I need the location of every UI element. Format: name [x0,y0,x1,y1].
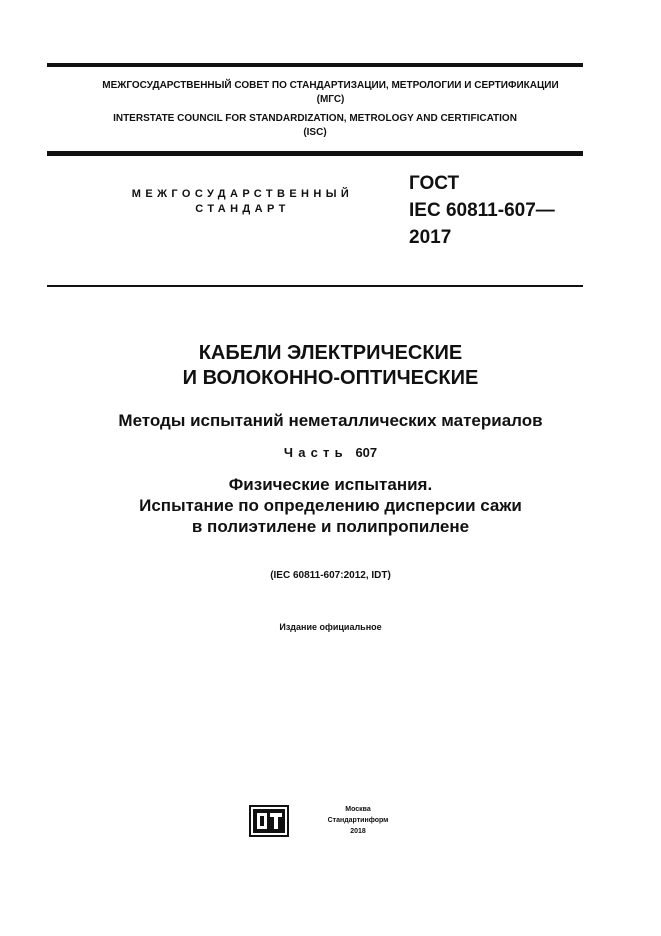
idt-reference: (IEC 60811-607:2012, IDT) [270,570,391,581]
part-title-line2: Испытание по определению дисперсии сажи [139,496,522,515]
council-name-ru [47,79,614,107]
gost-year: 2017 [409,227,452,248]
header-rule [47,151,583,156]
main-title-line2: И ВОЛОКОННО-ОПТИЧЕСКИЕ [182,367,479,389]
council-name-en-line1: INTERSTATE COUNCIL FOR STANDARDIZATION, METROLOGY AND CERTIFICATION [113,113,517,124]
part-label: Часть [283,445,348,460]
council-abbrev-ru: (МГС) [316,94,345,105]
main-title-line1: КАБЕЛИ ЭЛЕКТРИЧЕСКИЕ [198,342,463,364]
subtitle: Методы испытаний неметаллических материалов [118,411,543,430]
gost-number: IEC 60811-607— [409,200,555,221]
gost-label: ГОСТ [409,173,460,194]
part-heading [47,444,614,462]
main-title [47,341,614,391]
publisher-name: Стандартинформ [327,817,389,824]
publisher-city: Москва [345,806,371,813]
publisher-block [298,804,418,837]
council-name-ru-line1: МЕЖГОСУДАРСТВЕННЫЙ СОВЕТ ПО СТАНДАРТИЗАЦИИ, МЕТРОЛОГИИ И СЕРТИФИКАЦИИ [102,80,559,91]
part-title-line1: Физические испытания. [228,475,433,494]
council-name-en [47,112,583,140]
standard-type-line2: СТАНДАРТ [195,203,290,215]
standard-type-line1: МЕЖГОСУДАРСТВЕННЫЙ [131,188,354,200]
standartinform-logo-icon [249,805,289,837]
part-number: 607 [355,445,378,460]
part-title-line3: в полиэтилене и полипропилене [191,517,470,536]
edition-label: Издание официальное [279,622,382,632]
council-abbrev-en: (ISC) [303,127,327,138]
designation-rule [47,285,583,287]
standard-type [100,187,385,217]
publisher-year: 2018 [350,828,366,835]
top-rule [47,63,583,67]
part-title [47,474,614,537]
gost-designation [409,170,609,251]
